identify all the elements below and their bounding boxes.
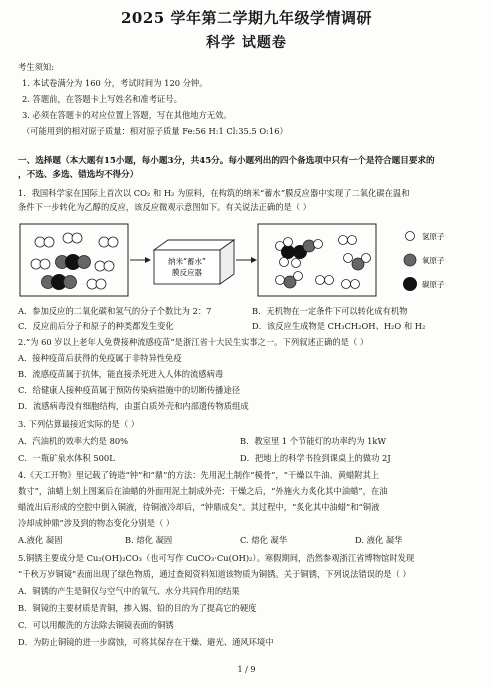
legend-oxygen-icon <box>404 254 416 266</box>
q2-option-b: B．流感疫苗属于抗体，能直接杀死进入人体的流感病毒 <box>18 369 224 379</box>
q5-option-b: B．铜镜的主要材质是青铜，掺入锡、铅的目的为了提高它的硬度 <box>18 603 257 613</box>
q5-line-1: 5.铜锈主要成分是 Cu₂(OH)₂CO₃（也可写作 CuCO₃·Cu(OH)₂）。寒假期间，浩然参观浙江省博物馆时发现 <box>18 553 415 563</box>
q1-option-c: C．反应前后分子和原子的种类都发生变化 <box>18 321 174 331</box>
q3-option-a: A．汽油机的效率大约是 80% <box>18 436 129 446</box>
reactor-label-2: 膜反应器 <box>172 268 202 277</box>
q4-option-d: D. 液化 凝华 <box>355 535 403 545</box>
q1-option-b: B．无机物在一定条件下可以转化成有机物 <box>252 306 408 316</box>
q4-line-2: 数寸”，油蜡上刻上图案后在油蜡的外面用泥土制成外壳：干燥之后，“外施火力炙化其中油蜡”，在油 <box>18 486 388 496</box>
reactor-label-1: 纳米“蓄水” <box>168 257 206 266</box>
q1-option-a: A．参加反应的二氧化碳和氢气的分子个数比为 2：7 <box>18 306 212 316</box>
legend-carbon-icon <box>403 277 417 291</box>
product-molecules <box>276 236 371 289</box>
q5-option-a: A．铜锈的产生是铜仅与空气中的氧气、水分共同作用的结果 <box>18 586 240 596</box>
q4-line-3: 蜡流出后形成的空腔中倒入铜液，待铜液冷却后，“钟鼎成矣”。其过程中，“炙化其中油蜡”和“铜液 <box>18 502 380 512</box>
q1-stem-line1: 1．我国科学家在国际上首次以 CO₂ 和 H₂ 为原料，在构筑的纳米“蓄水”膜反应器中实现了二氧化碳在温和 <box>18 188 410 198</box>
q3-option-c: C．一瓶矿泉水体积 500L <box>18 453 115 463</box>
note-1: 1. 本试卷满分为 160 分，考试时间为 120 分钟。 <box>22 78 208 88</box>
q4-option-c: C. 熔化 凝华 <box>240 535 288 545</box>
note-2: 2. 答题前，在答题卡上写姓名和准考证号。 <box>22 94 182 104</box>
q4-option-a: A.液化 凝固 <box>18 535 63 545</box>
q1-reaction-diagram <box>18 220 473 302</box>
q2-option-a: A．接种疫苗后获得的免疫属于非特异性免疫 <box>18 353 182 363</box>
q3-stem: 3. 下列估算最接近实际的是（ ） <box>18 419 140 429</box>
legend <box>403 231 445 291</box>
section-heading-line1: 一、选择题（本大题有15小题，每小题3分，共45分。每小题列出的四个备选项中只有一个是符合题目要求的 <box>18 156 435 166</box>
legend-hydrogen-label: 氢原子 <box>422 232 445 241</box>
q2-stem: 2.“为 60 岁以上老年人免费接种流感疫苗”是浙江省十大民生实事之一。下列叙述正确的是（ ） <box>18 337 369 347</box>
section-heading-line2: ，不选、多选、错选均不得分） <box>18 170 139 180</box>
q5-line-2: “千秋万岁铜镜”表面出现了绿色物质，通过查阅资料知道该物质为铜锈。关于铜锈，下列说法错误的是（ ） <box>18 569 411 579</box>
q5-option-d: D．为防止铜镜的进一步腐蚀，可将其保存在干燥、避光、通风环境中 <box>18 637 274 647</box>
legend-hydrogen-icon <box>406 232 415 241</box>
q4-line-4: 冷却成钟鼎”涉及到的物态变化分别是（ ） <box>18 518 175 528</box>
q1-stem-line2: 条件下一步转化为乙醇的反应，该反应微观示意图如下。有关说法正确的是（ ） <box>18 202 312 212</box>
q4-option-b: B. 熔化 凝固 <box>125 535 173 545</box>
q2-option-c: C．给健康人接种疫苗属于预防传染病措施中的切断传播途径 <box>18 385 241 395</box>
q5-option-c: C．可以用酸洗的方法除去铜镜表面的铜锈 <box>18 620 174 630</box>
exam-subtitle: 科学 试题卷 <box>206 35 287 51</box>
note-3: 3. 必须在答题卡的对应位置上答题，写在其他地方无效。 <box>22 110 232 120</box>
membrane-reactor <box>154 240 234 284</box>
note-4: （可能用到的相对原子质量：相对原子质量 Fe:56 H:1 Cl:35.5 O:16） <box>22 126 288 136</box>
q2-option-d: D．流感病毒没有细胞结构，由蛋白质外壳和内部遗传物质组成 <box>18 401 249 411</box>
reactant-molecules <box>31 233 118 290</box>
notes-heading: 考生须知: <box>18 62 54 72</box>
legend-carbon-label: 碳原子 <box>422 280 445 289</box>
q3-option-b: B．教室里 1 个节能灯的功率约为 1kW <box>240 436 386 446</box>
q3-option-d: D．把地上的科学书捡到课桌上的做功 2J <box>240 453 391 463</box>
page-number: 1 / 9 <box>237 665 256 674</box>
q1-option-d: D．该反应生成物是 CH₃CH₂OH、H₂O 和 H₂ <box>252 321 426 331</box>
q4-line-1: 4.《天工开物》里记载了铸造“钟”和“鼎”的方法：先用泥土制作“模骨”，“干燥以牛油、黄蜡附其上 <box>18 470 380 480</box>
legend-oxygen-label: 氧原子 <box>422 256 445 265</box>
exam-title: 2025 学年第二学期九年级学情调研 <box>121 9 372 27</box>
